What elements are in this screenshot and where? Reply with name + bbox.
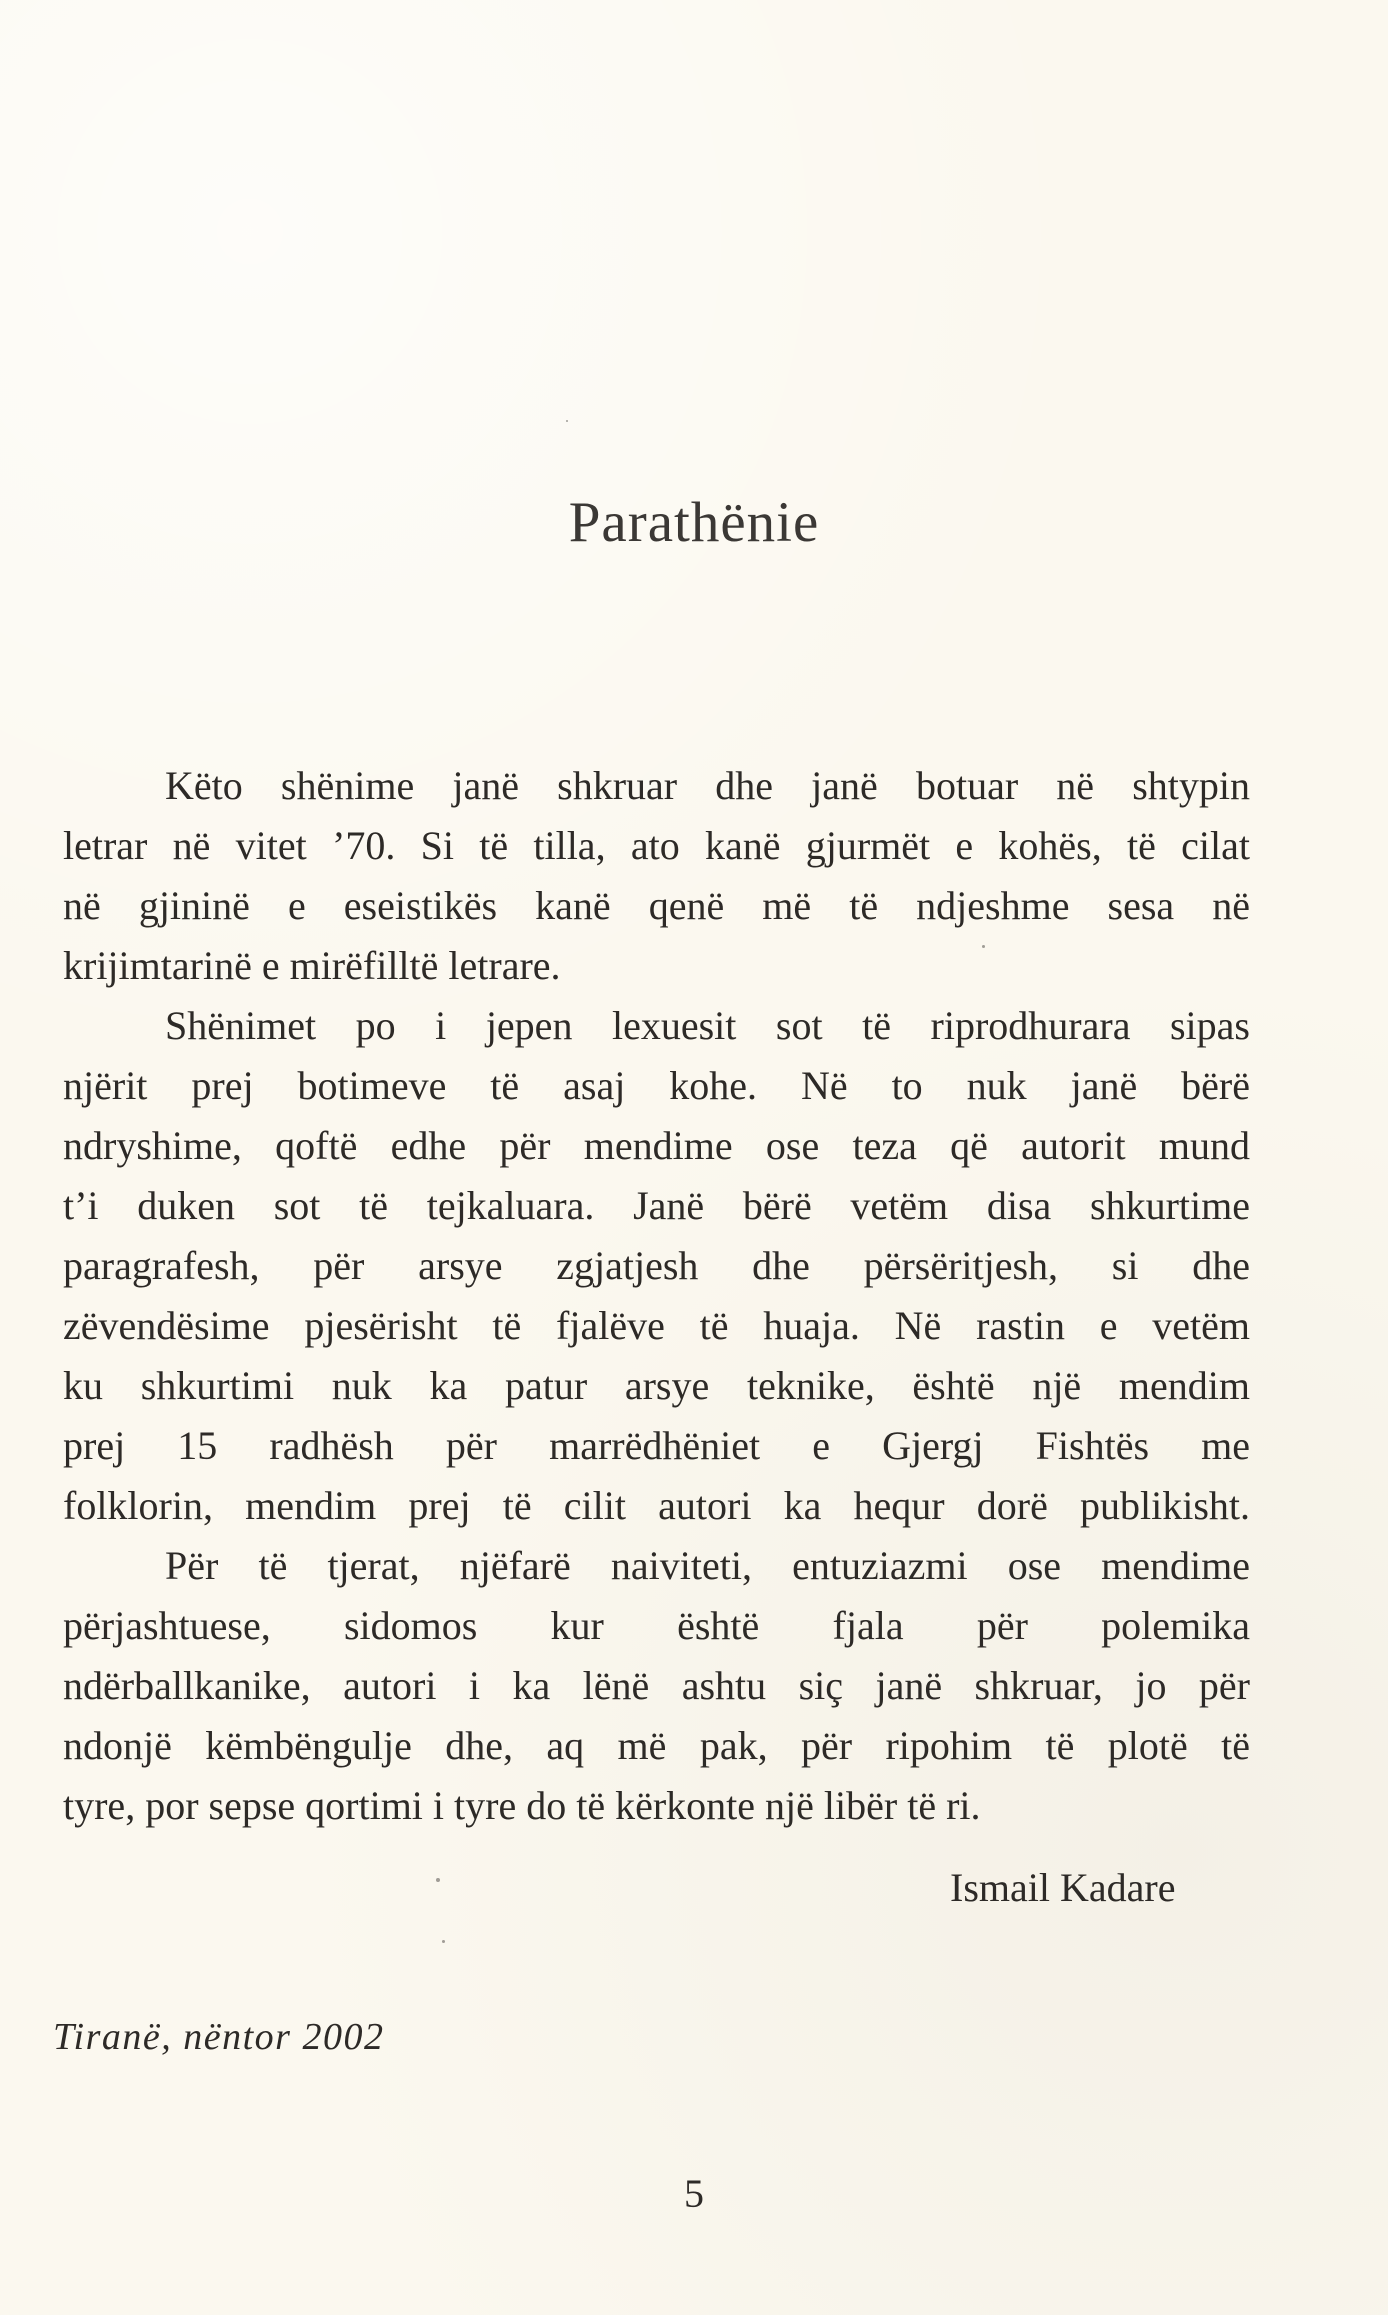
text-line: përjashtuese, sidomos kur është fjala për polemika (63, 1603, 1250, 1648)
text-line: Për të tjerat, njëfarë naiviteti, entuziazmi ose mendime (165, 1543, 1250, 1588)
text-line: ndryshime, qoftë edhe për mendime ose teza që autorit mund (63, 1123, 1250, 1168)
text-line: t’i duken sot të tejkaluara. Janë bërë vetëm disa shkurtime (63, 1183, 1250, 1228)
text-line: në gjininë e eseistikës kanë qenë më të ndjeshme sesa në (63, 883, 1250, 928)
text-line: letrar në vitet ’70. Si të tilla, ato kanë gjurmët e kohës, të cilat (63, 823, 1250, 868)
place-date: Tiranë, nëntor 2002 (53, 2016, 385, 2058)
page-number: 5 (684, 2171, 704, 2216)
text-line: njërit prej botimeve të asaj kohe. Në to nuk janë bërë (63, 1063, 1250, 1108)
author-signature: Ismail Kadare (950, 1865, 1176, 1910)
text-line: Shënimet po i jepen lexuesit sot të riprodhurara sipas (165, 1003, 1250, 1048)
text-line: Këto shënime janë shkruar dhe janë botuar në shtypin (165, 763, 1250, 808)
print-speck (436, 1878, 440, 1882)
text-line: ku shkurtimi nuk ka patur arsye teknike, është një mendim (63, 1363, 1250, 1408)
text-line: folklorin, mendim prej të cilit autori ka hequr dorë publikisht. (63, 1483, 1250, 1528)
text-line: ndonjë këmbëngulje dhe, aq më pak, për ripohim të plotë të (63, 1723, 1250, 1768)
print-speck (982, 945, 985, 948)
preface-body (63, 756, 1250, 1836)
print-speck (442, 1940, 445, 1943)
text-line: krijimtarinë e mirëfilltë letrare. (63, 943, 561, 988)
text-line: ndërballkanike, autori i ka lënë ashtu siç janë shkruar, jo për (63, 1663, 1250, 1708)
print-speck (566, 420, 568, 422)
page-title: Parathënie (568, 491, 820, 554)
text-line: paragrafesh, për arsye zgjatjesh dhe përsëritjesh, si dhe (63, 1243, 1250, 1288)
text-line: zëvendësime pjesërisht të fjalëve të huaja. Në rastin e vetëm (63, 1303, 1250, 1348)
text-line: tyre, por sepse qortimi i tyre do të kërkonte një libër të ri. (63, 1783, 981, 1828)
text-line: prej 15 radhësh për marrëdhëniet e Gjergj Fishtës me (63, 1423, 1250, 1468)
